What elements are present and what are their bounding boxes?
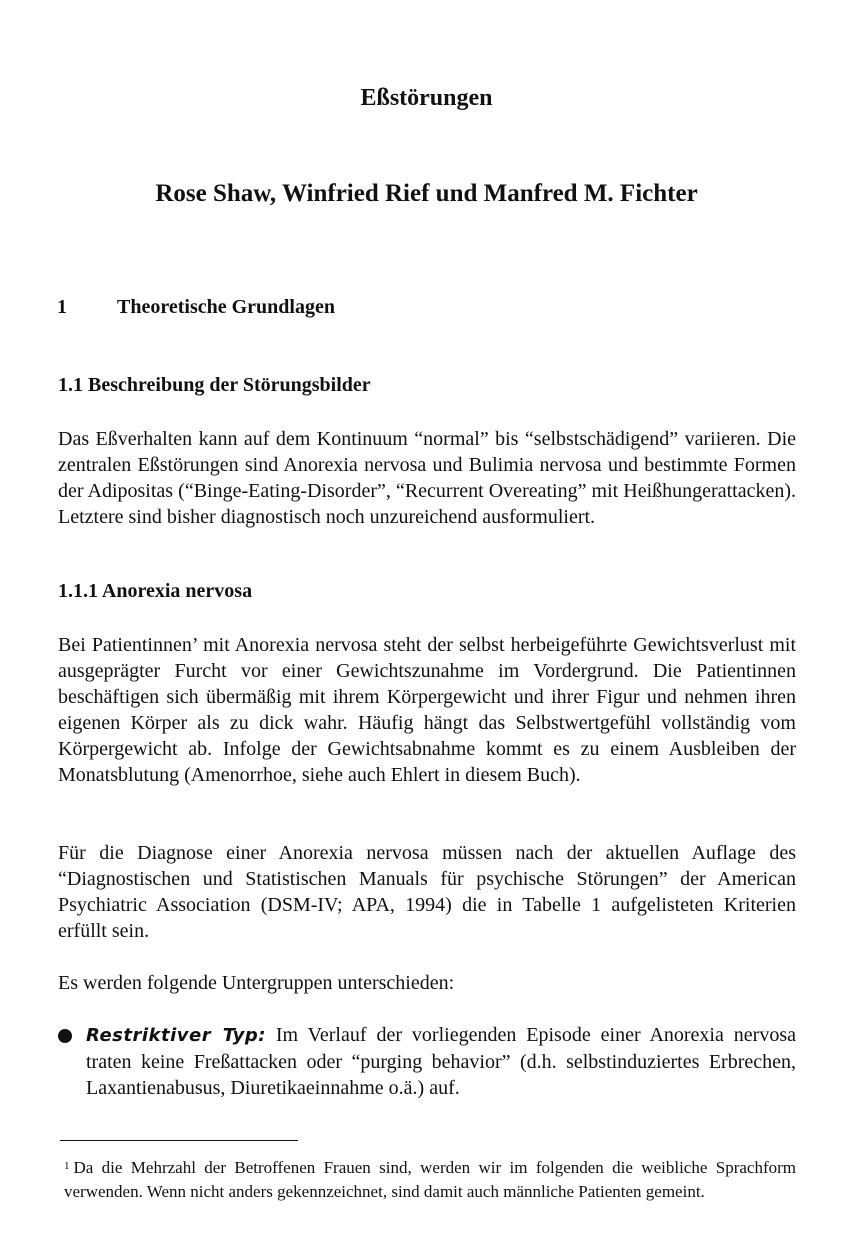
bullet-label: Restriktiver Typ: <box>86 1025 266 1046</box>
paragraph: Bei Patientinnen’ mit Anorexia nervosa steht der selbst herbeigeführte Gewichtsverlust mit ausgeprägter Furcht vor einer Gewichtszunahme im Vordergrund. Die Patientinnen beschäftigen sich übermäßig mit ihrem Körpergewicht und ihrer Figur und nehmen ihren eigenen Körper als zu dick wahr. Häufig hängt das Selbstwertgefühl vollständig vom Körpergewicht ab. Infolge der Gewichtsabnahme kommt es zu einem Ausbleiben der Monatsblutung (Amenorrhoe, siehe auch Ehlert in diesem Buch). <box>58 634 796 786</box>
bullet-text: Im Verlauf der vorliegenden Episode einer Anorexia nervosa traten keine Freßattacken oder “purging behavior” (d.h. selbstinduziertes Erbrechen, Laxantienabusus, Diuretikaeinnahme o.ä.) auf. <box>86 1024 796 1099</box>
bullet-item <box>86 1022 796 1101</box>
footnote-divider <box>60 1140 298 1141</box>
footnote <box>64 1156 796 1204</box>
subsection-heading: 1.1 Beschreibung der Störungsbilder <box>58 374 371 396</box>
paragraph: Es werden folgende Untergruppen unterschieden: <box>58 972 455 994</box>
section-number: 1 <box>57 296 67 318</box>
bullet-icon <box>58 1029 72 1043</box>
section-title: Theoretische Grundlagen <box>117 296 335 318</box>
footnote-text: Da die Mehrzahl der Betroffenen Frauen sind, werden wir im folgenden die weibliche Sprachform verwenden. Wenn nicht anders gekennzeichnet, sind damit auch männliche Patienten gemeint. <box>64 1158 796 1201</box>
paragraph: Für die Diagnose einer Anorexia nervosa müssen nach der aktuellen Auflage des “Diagnostischen und Statistischen Manuals für psychische Störungen” der American Psychiatric Association (DSM-IV; APA, 1994) die in Tabelle 1 aufgelisteten Kriterien erfüllt sein. <box>58 842 796 942</box>
subsubsection-heading: 1.1.1 Anorexia nervosa <box>58 580 253 602</box>
paragraph: Das Eßverhalten kann auf dem Kontinuum “normal” bis “selbstschädigend” variieren. Die zentralen Eßstörungen sind Anorexia nervosa und Bulimia nervosa und bestimmte Formen der Adipositas (“Binge-Eating-Disorder”, “Recurrent Overeating” mit Heißhungerattacken). Letztere sind bisher diagnostisch noch unzureichend ausformuliert. <box>58 428 796 528</box>
chapter-authors: Rose Shaw, Winfried Rief und Manfred M. Fichter <box>155 180 698 207</box>
chapter-title: Eßstörungen <box>360 85 493 111</box>
footnote-marker: 1 <box>64 1160 70 1172</box>
